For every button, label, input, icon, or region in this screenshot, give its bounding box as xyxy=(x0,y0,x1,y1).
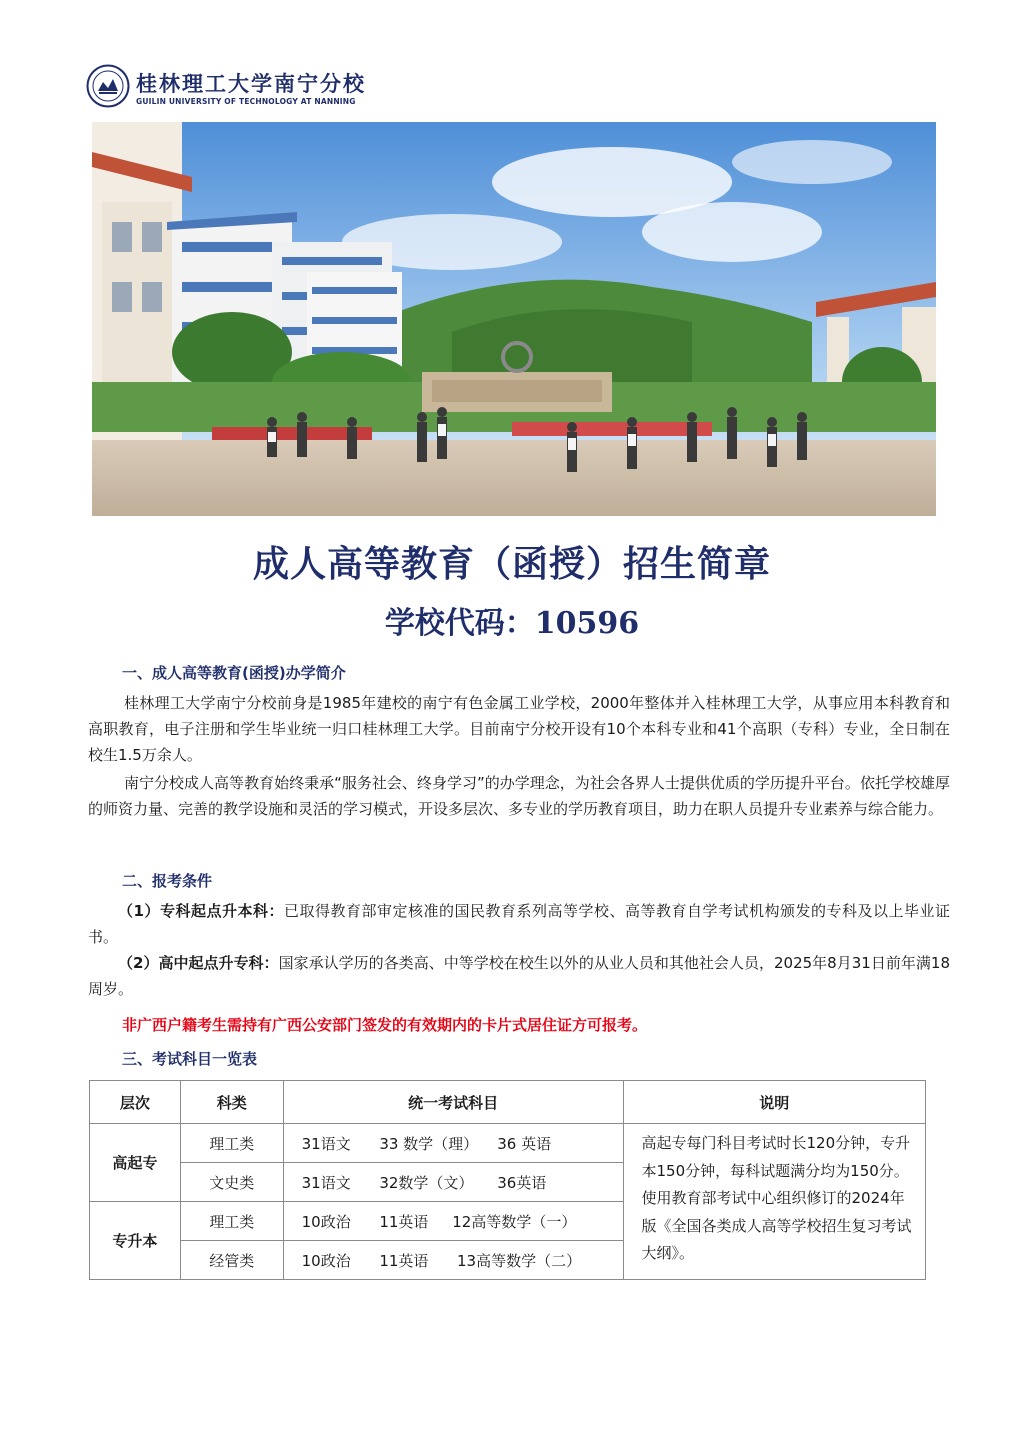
category-cell: 文史类 xyxy=(180,1163,283,1202)
condition-2 xyxy=(88,950,950,1002)
category-cell: 经管类 xyxy=(180,1241,283,1280)
table-header-row xyxy=(90,1081,926,1124)
header-subjects: 统一考试科目 xyxy=(283,1081,623,1124)
header-level: 层次 xyxy=(90,1081,181,1124)
condition-2-text: 国家承认学历的各类高、中等学校在校生以外的从业人员和其他社会人员，2025年8月31日前年满18周岁。 xyxy=(88,954,950,998)
section3-heading: 三、考试科目一览表 xyxy=(122,1050,258,1068)
school-name-cn: 桂林理工大学南宁分校 xyxy=(136,71,366,96)
condition-1-text: 已取得教育部审定核准的国民教育系列高等学校、高等教育自学考试机构颁发的专科及以上毕业证书。 xyxy=(88,902,950,946)
school-seal-icon xyxy=(86,64,130,108)
exam-subjects-table xyxy=(89,1080,926,1280)
condition-1 xyxy=(88,898,950,950)
condition-2-label: （2）高中起点升专科： xyxy=(118,954,279,972)
residence-notice: 非广西户籍考生需持有广西公安部门签发的有效期内的卡片式居住证方可报考。 xyxy=(122,1016,648,1034)
category-cell: 理工类 xyxy=(180,1202,283,1241)
school-code: 学校代码：10596 xyxy=(384,606,640,641)
level-cell: 高起专 xyxy=(90,1124,181,1202)
level-cell: 专升本 xyxy=(90,1202,181,1280)
category-cell: 理工类 xyxy=(180,1124,283,1163)
header-note: 说明 xyxy=(623,1081,925,1124)
header-category: 科类 xyxy=(180,1081,283,1124)
school-name-en: GUILIN UNIVERSITY OF TECHNOLOGY AT NANNING xyxy=(136,97,356,106)
section2-body xyxy=(88,898,950,1002)
section1-paragraph-2: 南宁分校成人高等教育始终秉承“服务社会、终身学习”的办学理念，为社会各界人士提供优质的学历提升平台。依托学校雄厚的师资力量、完善的教学设施和灵活的学习模式，开设多层次、多专业的学历教育项目，助力在职人员提升专业素养与综合能力。 xyxy=(88,774,950,818)
campus-photo xyxy=(92,122,936,516)
page-title: 成人高等教育（函授）招生简章 xyxy=(252,543,771,585)
subjects-cell: 10政治 11英语 12高等数学（一） xyxy=(283,1202,623,1241)
section1-paragraph-1: 桂林理工大学南宁分校前身是1985年建校的南宁有色金属工业学校，2000年整体并入桂林理工大学，从事应用本科教育和高职教育，电子注册和学生毕业统一归口桂林理工大学。目前南宁分校开设有10个本科专业和41个高职（专科）专业，全日制在校生1.5万余人。 xyxy=(88,694,950,764)
condition-1-label: （1）专科起点升本科： xyxy=(118,902,284,920)
subjects-cell: 31语文 33 数学（理） 36 英语 xyxy=(283,1124,623,1163)
subjects-cell: 10政治 11英语 13高等数学（二） xyxy=(283,1241,623,1280)
section2-heading: 二、报考条件 xyxy=(122,872,213,890)
school-logo xyxy=(86,62,386,112)
note-cell: 高起专每门科目考试时长120分钟，专升本150分钟，每科试题满分均为150分。使用教育部考试中心组织修订的2024年版《全国各类成人高等学校招生复习考试大纲》。 xyxy=(623,1124,925,1280)
section1-heading: 一、成人高等教育(函授)办学简介 xyxy=(122,664,346,682)
table-row xyxy=(90,1124,926,1163)
section1-body xyxy=(88,690,950,822)
subjects-cell: 31语文 32数学（文） 36英语 xyxy=(283,1163,623,1202)
